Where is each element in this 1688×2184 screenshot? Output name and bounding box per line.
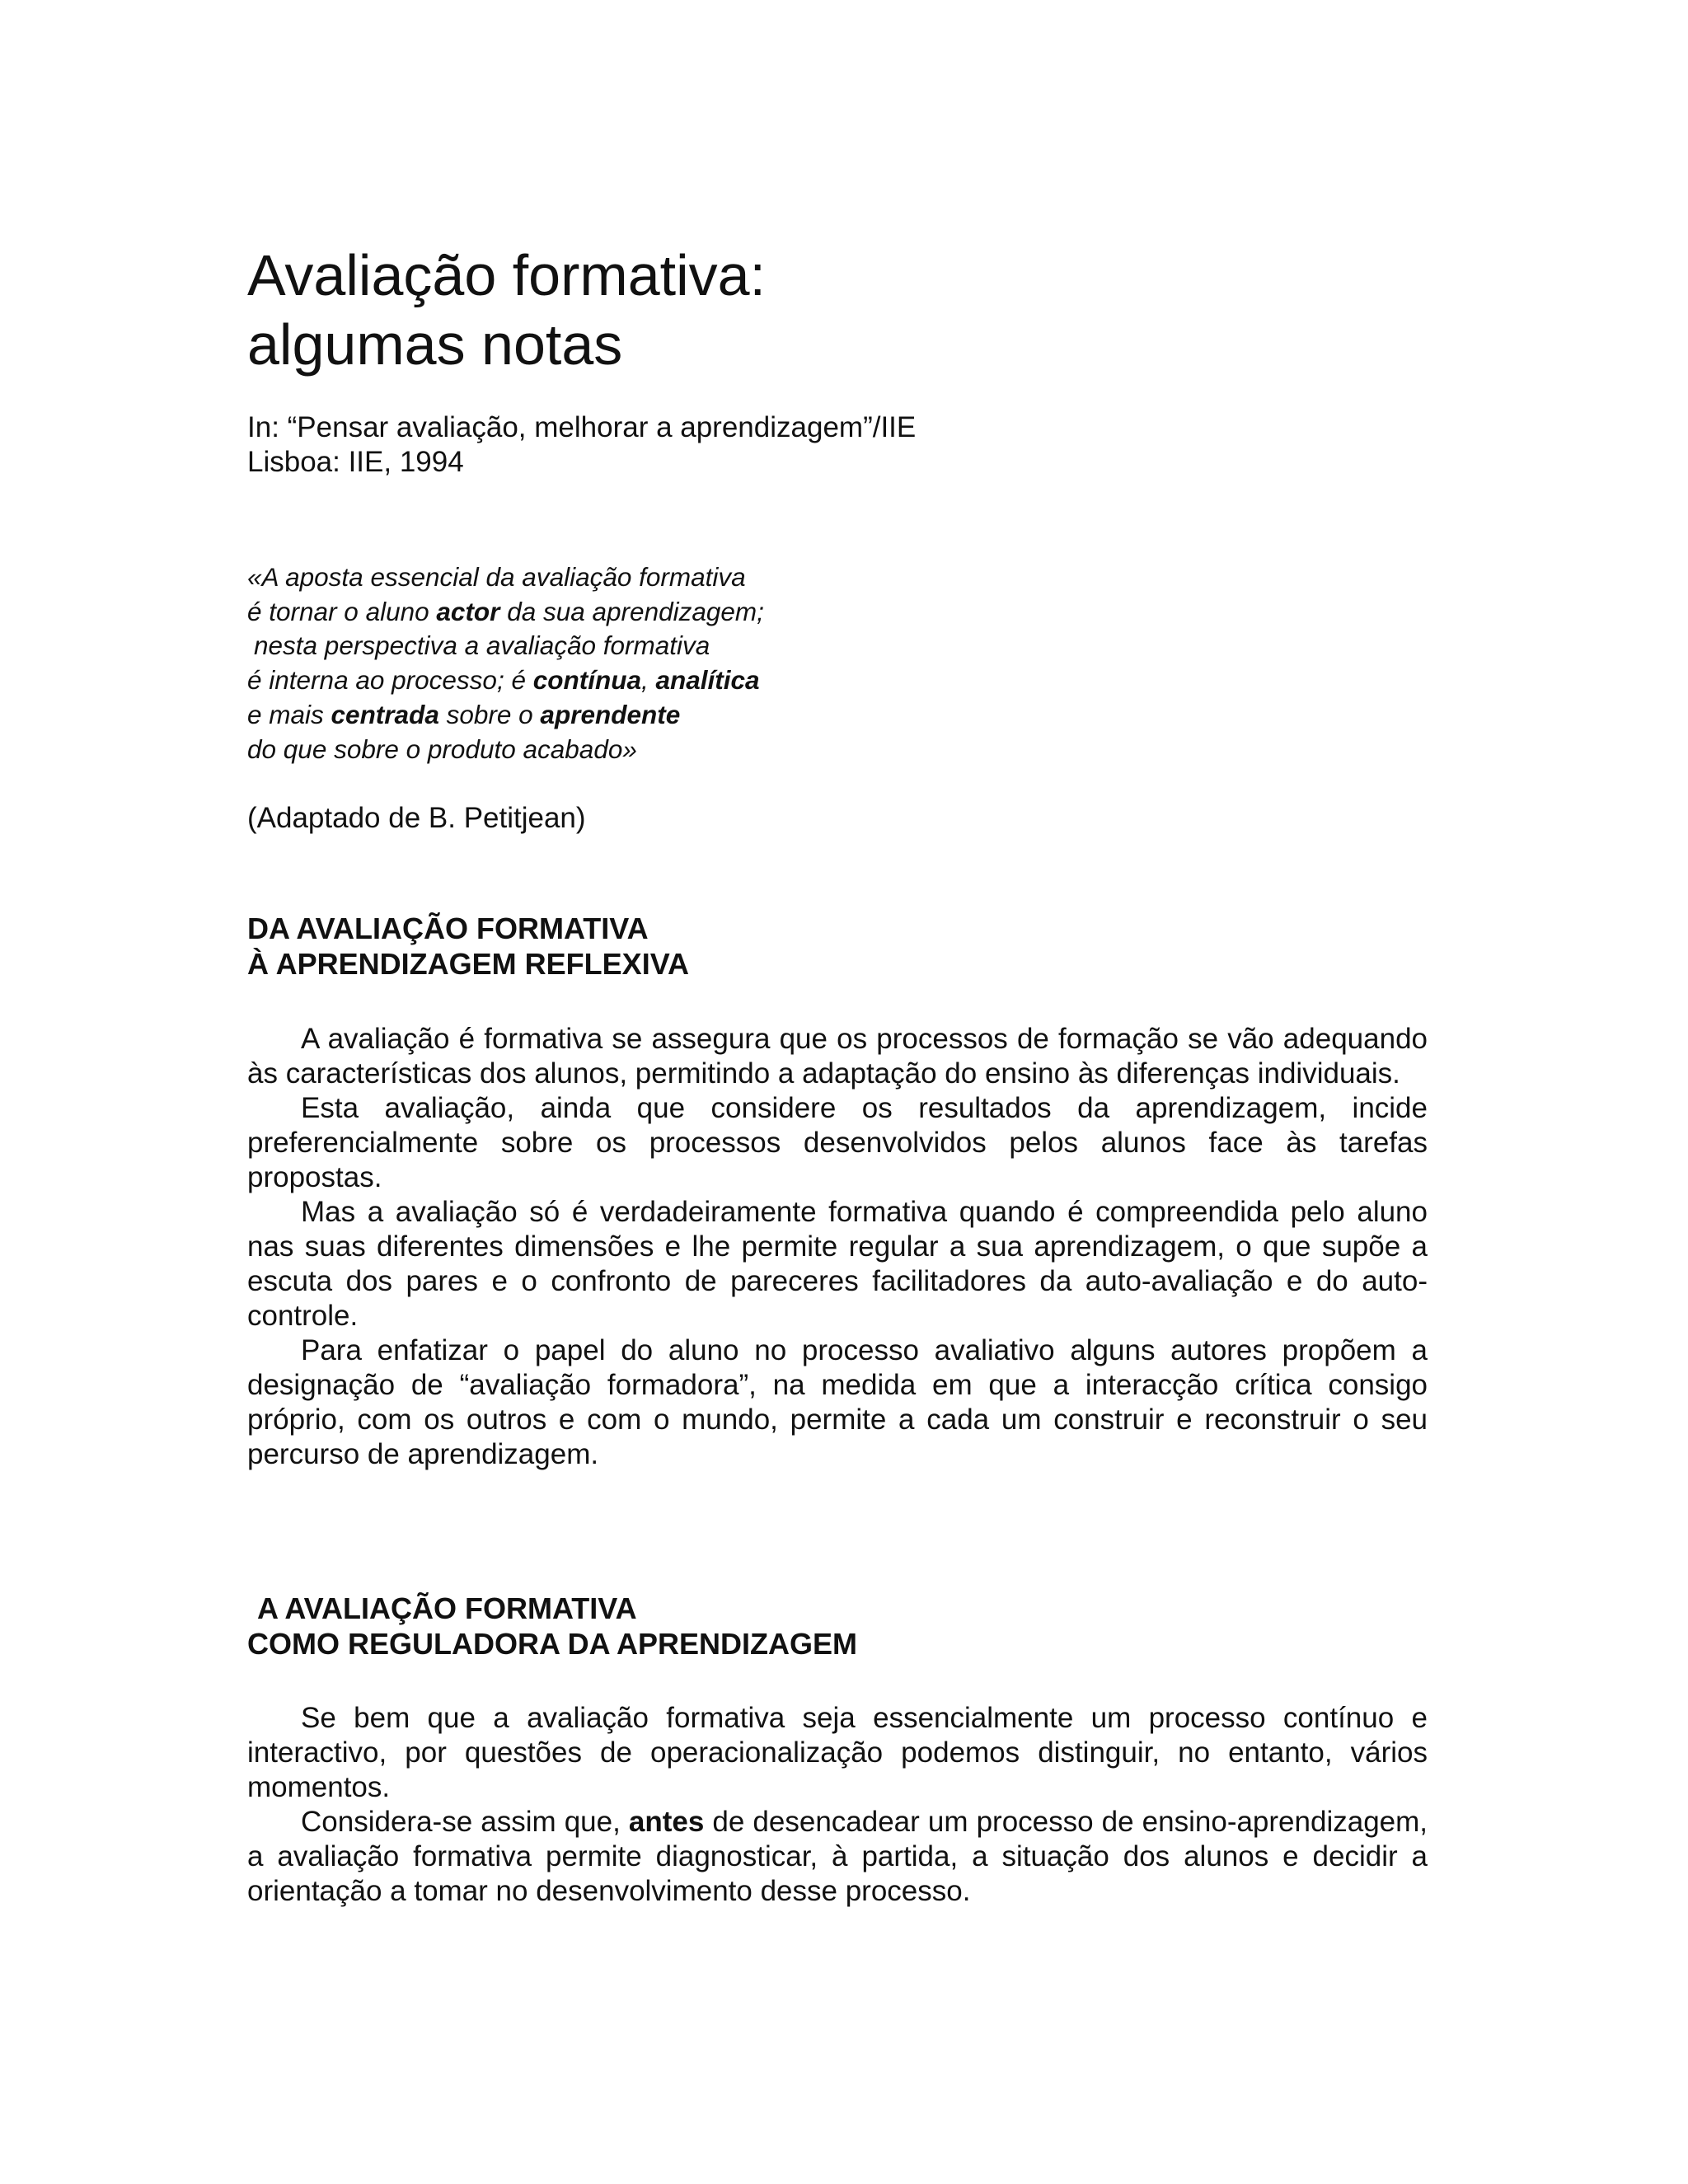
paragraph: Se bem que a avaliação formativa seja essencialmente um processo contínuo e interactivo, por questões de operacionalização podemos distinguir, no entanto, vários momentos. [247, 1702, 1428, 1803]
quote-text: é tornar o aluno [247, 596, 437, 626]
quote-emphasis: aprendente [540, 699, 681, 729]
paragraph: A avaliação é formativa se assegura que os processos de formação se vão adequando às características dos alunos, permitindo a adaptação do ensino às diferenças individuais. [247, 1023, 1428, 1090]
paragraph: Para enfatizar o papel do aluno no processo avaliativo alguns autores propõem a designação de “avaliação formadora”, na medida em que a interacção crítica consigo próprio, com os outros e com o mundo, permite a cada um construir e reconstruir o seu percurso de aprendizagem. [247, 1334, 1428, 1470]
epigraph-quote [247, 560, 764, 766]
quote-line-3: nesta perspectiva a avaliação formativa [254, 630, 710, 661]
document-title [247, 241, 766, 379]
section-1-heading-line-1: DA AVALIAÇÃO FORMATIVA [247, 912, 649, 945]
quote-emphasis: actor [436, 596, 500, 626]
quote-text: é interna ao processo; é [247, 665, 533, 696]
quote-line-2 [247, 595, 764, 630]
quote-line-1: «A aposta essencial da avaliação formativa [247, 562, 746, 592]
quote-text: e mais [247, 699, 331, 729]
paragraph-emphasis: antes [628, 1806, 705, 1838]
section-1-body [247, 1022, 1428, 1472]
quote-text: , [640, 665, 656, 696]
quote-line-5 [247, 698, 764, 733]
source-citation [247, 410, 916, 480]
paragraph: Esta avaliação, ainda que considere os resultados da aprendizagem, incide preferencialmente sobre os processos desenvolvidos pelos alunos face às tarefas propostas. [247, 1092, 1428, 1193]
section-1-heading-line-2: À APRENDIZAGEM REFLEXIVA [247, 947, 690, 981]
paragraph-text: de desencadear um processo de ensino-aprendizagem, a avaliação formativa permite diagnosticar, à partida, a situação dos alunos e decidir a orientação a tomar no desenvolvimento desse processo. [247, 1806, 1428, 1907]
source-line-1: In: “Pensar avaliação, melhorar a aprendizagem”/IIE [247, 411, 917, 443]
quote-line-4 [247, 663, 764, 698]
section-2-heading [247, 1591, 857, 1661]
paragraph [247, 1805, 1428, 1909]
quote-line-6: do que sobre o produto acabado» [247, 733, 637, 764]
quote-emphasis: contínua [532, 665, 641, 696]
section-1-heading [247, 911, 689, 982]
paragraph-text: Considera-se assim que, [301, 1806, 629, 1838]
title-line-2: algumas notas [247, 312, 623, 377]
quote-emphasis: analítica [655, 665, 760, 696]
source-line-2: Lisboa: IIE, 1994 [247, 446, 464, 478]
quote-emphasis: centrada [331, 699, 439, 729]
quote-attribution: (Adaptado de B. Petitjean) [247, 802, 586, 834]
section-2-heading-line-2: COMO REGULADORA DA APRENDIZAGEM [247, 1627, 857, 1661]
quote-text: sobre o [438, 699, 541, 729]
section-2-body [247, 1701, 1428, 1909]
quote-text: da sua aprendizagem; [499, 596, 764, 626]
title-line-1: Avaliação formativa: [247, 243, 767, 307]
paragraph: Mas a avaliação só é verdadeiramente formativa quando é compreendida pelo aluno nas suas diferentes dimensões e lhe permite regular a sua aprendizagem, o que supõe a escuta dos pares e o confronto de pareceres facilitadores da auto-avaliação e do auto-controle. [247, 1196, 1428, 1332]
section-2-heading-line-1: A AVALIAÇÃO FORMATIVA [257, 1591, 637, 1625]
